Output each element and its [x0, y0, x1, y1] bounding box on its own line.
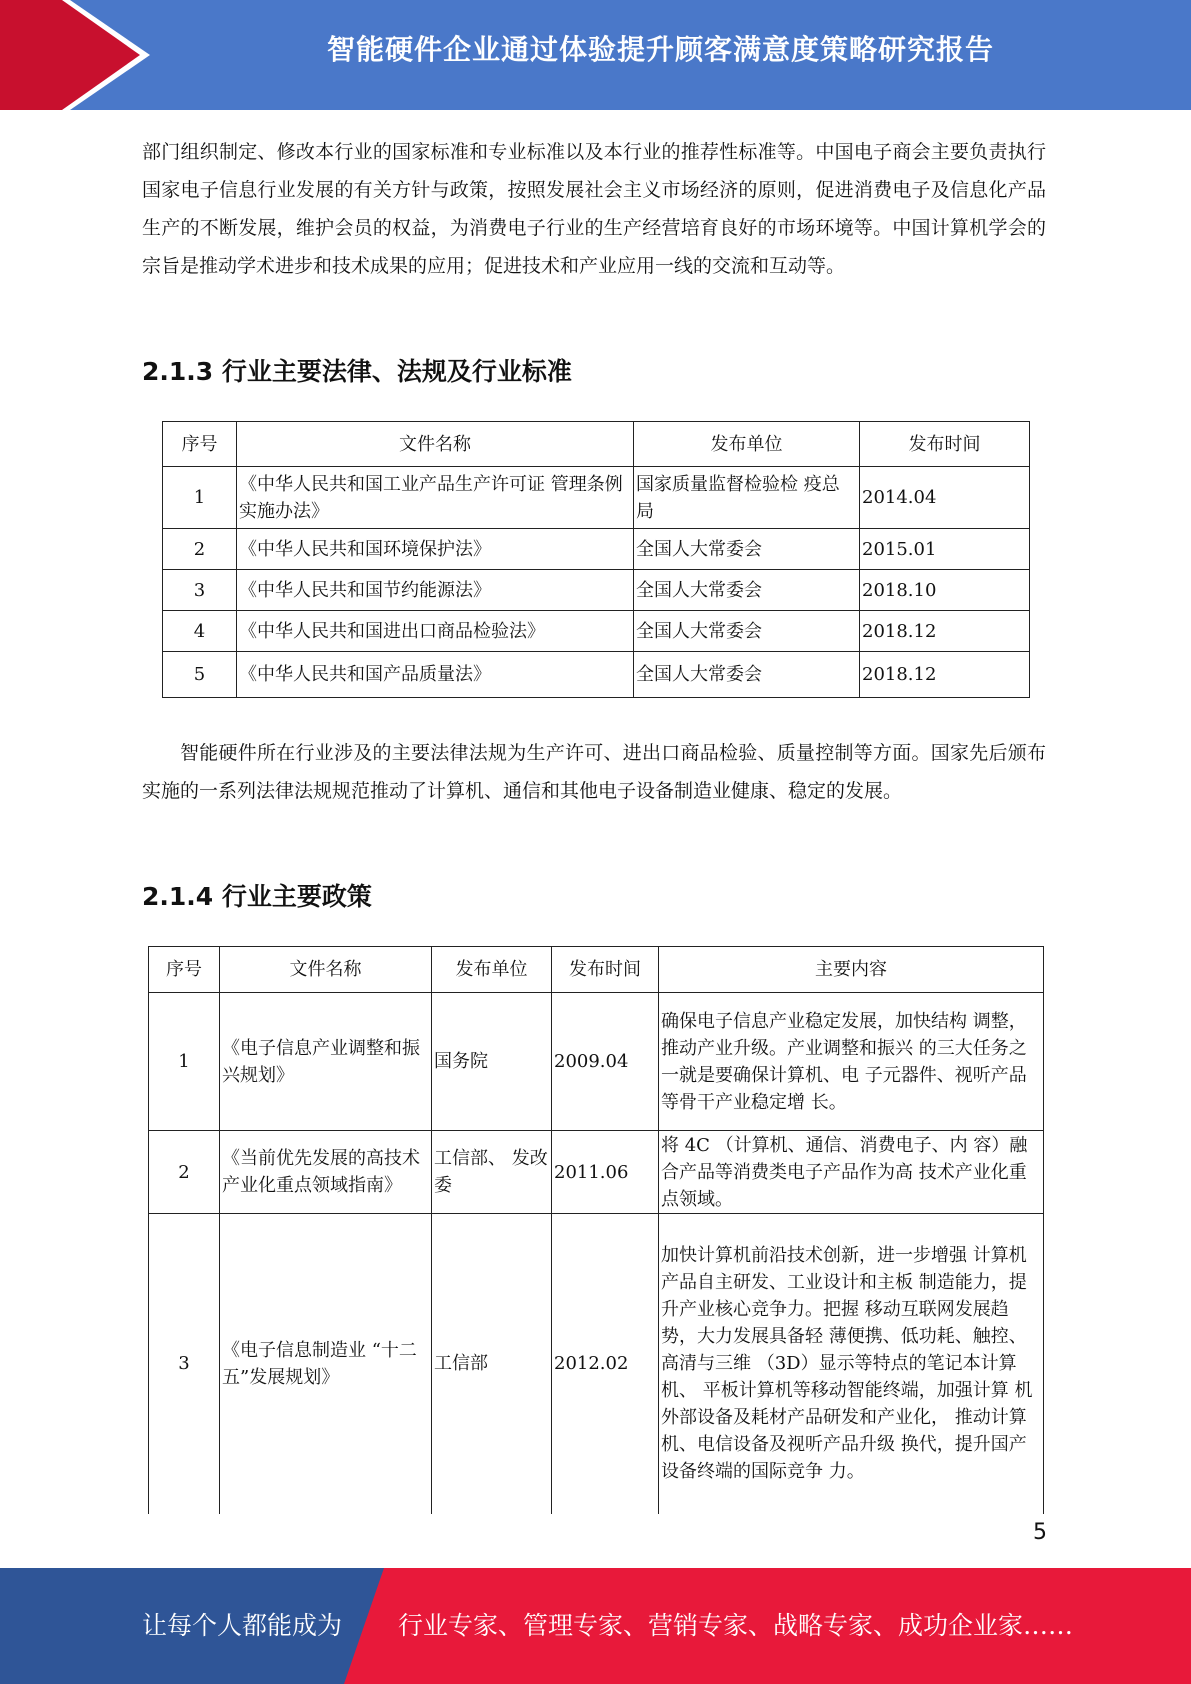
header-title: 智能硬件企业通过体验提升顾客满意度策略研究报告: [326, 33, 994, 66]
footer-slogan-right: 行业专家、管理专家、营销专家、战略专家、成功企业家……: [398, 1611, 1074, 1640]
cell-no: 2: [149, 1131, 220, 1214]
col-header-name: 文件名称: [220, 947, 432, 993]
col-header-no: 序号: [163, 422, 237, 467]
cell-unit: 全国人大常委会: [634, 529, 860, 570]
table-row: [163, 467, 1030, 529]
cell-date: 2011.06: [552, 1131, 659, 1214]
cell-date: 2018.10: [860, 570, 1030, 611]
table-row: [149, 993, 1044, 1131]
header-chevron-shape: [0, 0, 160, 110]
col-header-unit: 发布单位: [432, 947, 552, 993]
col-header-unit: 发布单位: [634, 422, 860, 467]
cell-date: 2009.04: [552, 993, 659, 1131]
cell-date: 2014.04: [860, 467, 1030, 529]
table-row: [163, 611, 1030, 652]
table-header-row: [149, 947, 1044, 993]
cell-no: 1: [163, 467, 237, 529]
col-header-date: 发布时间: [552, 947, 659, 993]
policies-table: [148, 946, 1044, 1514]
cell-name: 《当前优先发展的高技术产业化重点领域指南》: [220, 1131, 432, 1214]
intro-section: [142, 133, 1046, 285]
cell-no: 1: [149, 993, 220, 1131]
laws-summary-section: [142, 734, 1046, 810]
table-row: [163, 652, 1030, 698]
footer-slogan-left: 让每个人都能成为: [142, 1611, 343, 1640]
page-header: [0, 0, 1191, 110]
cell-unit: 工信部: [432, 1214, 552, 1514]
col-header-name: 文件名称: [237, 422, 634, 467]
table-header-row: [163, 422, 1030, 467]
laws-table: [162, 421, 1030, 698]
table-row: [149, 1131, 1044, 1214]
laws-summary-paragraph: 智能硬件所在行业涉及的主要法律法规为生产许可、进出口商品检验、质量控制等方面。国家先后颁布实施的一系列法律法规规范推动了计算机、通信和其他电子设备制造业健康、稳定的发展。: [142, 742, 1046, 802]
table-row: [163, 529, 1030, 570]
cell-name: 《电子信息制造业 “十二五”发展规划》: [220, 1214, 432, 1514]
intro-paragraph: 部门组织制定、修改本行业的国家标准和专业标准以及本行业的推荐性标准等。中国电子商会主要负责执行国家电子信息行业发展的有关方针与政策，按照发展社会主义市场经济的原则，促进消费电子及信息化产品生产的不断发展，维护会员的权益，为消费电子行业的生产经营培育良好的市场环境等。中国计算机学会的宗旨是推动学术进步和技术成果的应用；促进技术和产业应用一线的交流和互动等。: [142, 141, 1046, 277]
cell-name: 《中华人民共和国产品质量法》: [237, 652, 634, 698]
cell-no: 3: [149, 1214, 220, 1514]
cell-content: 将 4C （计算机、通信、消费电子、内 容）融合产品等消费类电子产品作为高 技术产业化重点领域。: [659, 1131, 1044, 1214]
cell-no: 4: [163, 611, 237, 652]
section-heading-2-1-3: 2.1.3 行业主要法律、法规及行业标准: [142, 357, 572, 386]
col-header-date: 发布时间: [860, 422, 1030, 467]
cell-unit: 工信部、 发改委: [432, 1131, 552, 1214]
cell-content: 加快计算机前沿技术创新，进一步增强 计算机产品自主研发、工业设计和主板 制造能力，提升产业核心竞争力。把握 移动互联网发展趋势，大力发展具备轻 薄便携、低功耗、触控、高清与三维 （3D）显示等特点的笔记本计算机、 平板计算机等移动智能终端，加强计算 机外部设备及耗材产品研发和产业化， 推动计算机、电信设备及视听产品升级 换代，提升国产设备终端的国际竞争 力。: [659, 1214, 1044, 1514]
cell-date: 2012.02: [552, 1214, 659, 1514]
cell-name: 《中华人民共和国进出口商品检验法》: [237, 611, 634, 652]
cell-unit: 全国人大常委会: [634, 652, 860, 698]
cell-date: 2018.12: [860, 652, 1030, 698]
table-row: [149, 1214, 1044, 1514]
cell-unit: 全国人大常委会: [634, 570, 860, 611]
cell-unit: 国务院: [432, 993, 552, 1131]
cell-name: 《中华人民共和国节约能源法》: [237, 570, 634, 611]
cell-no: 2: [163, 529, 237, 570]
col-header-content: 主要内容: [659, 947, 1044, 993]
page-number: 5: [1033, 1520, 1047, 1545]
cell-no: 5: [163, 652, 237, 698]
section-heading-2-1-4: 2.1.4 行业主要政策: [142, 882, 372, 911]
col-header-no: 序号: [149, 947, 220, 993]
cell-unit: 全国人大常委会: [634, 611, 860, 652]
cell-no: 3: [163, 570, 237, 611]
cell-unit: 国家质量监督检验检 疫总局: [634, 467, 860, 529]
table-row: [163, 570, 1030, 611]
page-footer: [0, 1568, 1191, 1684]
cell-name: 《中华人民共和国环境保护法》: [237, 529, 634, 570]
cell-content: 确保电子信息产业稳定发展，加快结构 调整，推动产业升级。产业调整和振兴 的三大任务之一就是要确保计算机、电 子元器件、视听产品等骨干产业稳定增 长。: [659, 993, 1044, 1131]
cell-name: 《中华人民共和国工业产品生产许可证 管理条例实施办法》: [237, 467, 634, 529]
cell-name: 《电子信息产业调整和振兴规划》: [220, 993, 432, 1131]
cell-date: 2018.12: [860, 611, 1030, 652]
cell-date: 2015.01: [860, 529, 1030, 570]
